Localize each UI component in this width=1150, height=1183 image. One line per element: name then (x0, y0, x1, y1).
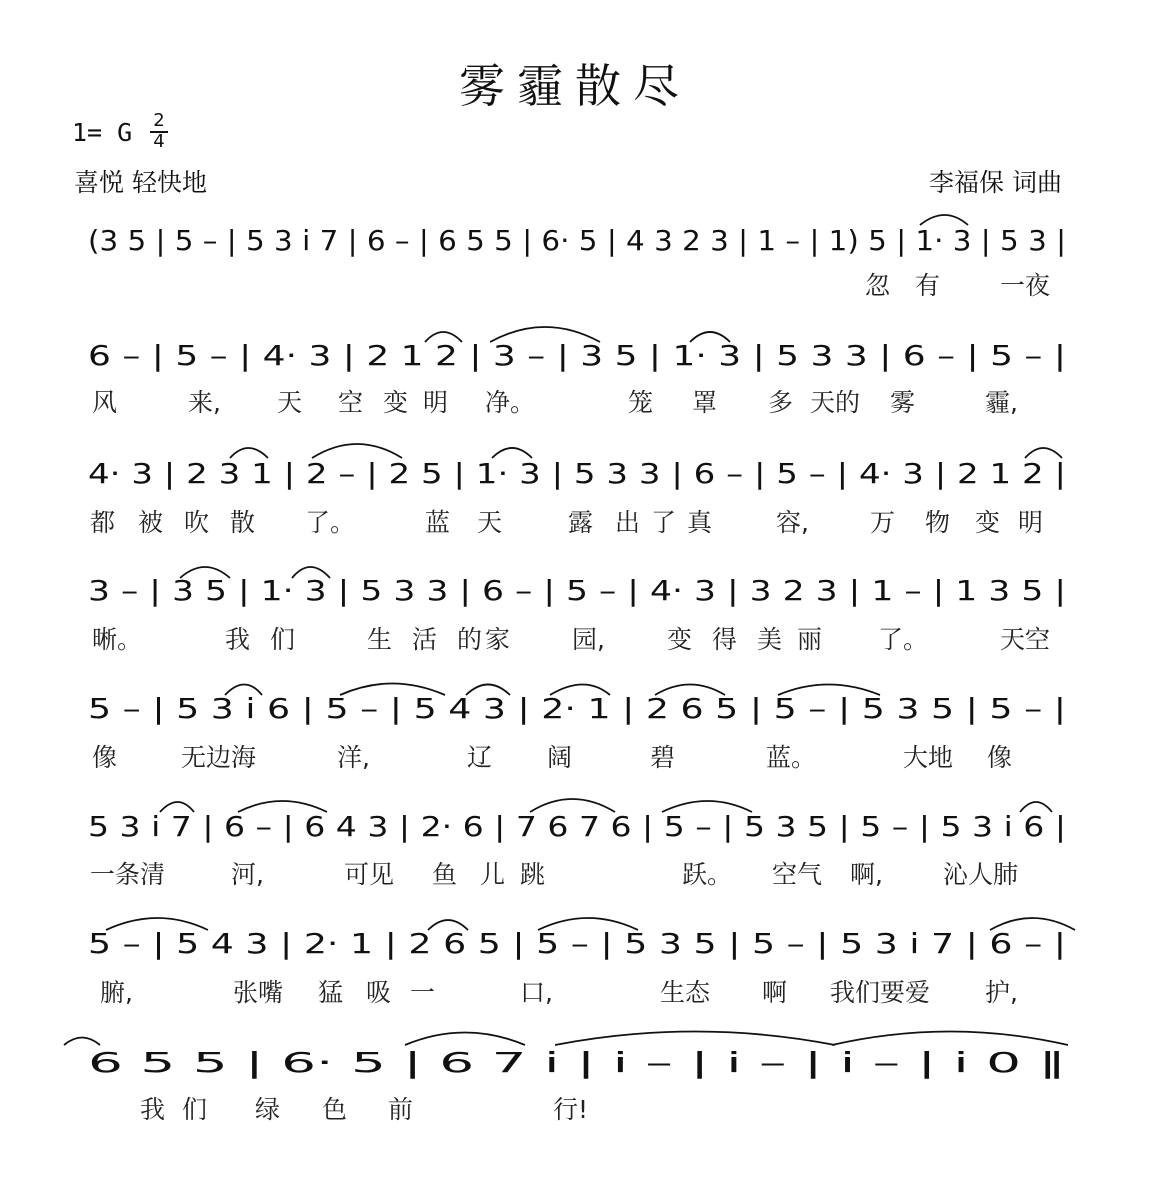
lyric-5-6: 碧 (650, 743, 676, 772)
notation-line-7: 5 – | 5 4 3 | 2· 1 | 2 6 5 | 5 – | 5 3 5 | 5 – | 5 3 i 7 | 6 – | (88, 927, 1066, 960)
key-signature: 1= G (72, 118, 133, 147)
lyric-8-1: 我 (140, 1095, 166, 1124)
author-credit: 李福保 词曲 (929, 168, 1062, 197)
lyric-4-5: 活 (412, 625, 438, 654)
lyric-7-9: 我们要爱 (830, 978, 931, 1007)
lyric-3-15: 变 (975, 508, 1001, 537)
lyric-6-1: 一条清 (90, 860, 166, 889)
lyric-7-8: 啊 (762, 978, 788, 1007)
lyric-6-2: 河, (231, 860, 264, 889)
lyric-7-5: 一 (410, 978, 436, 1007)
lyric-5-3: 洋, (337, 743, 370, 772)
lyric-5-8: 大地 (903, 743, 954, 772)
lyric-6-7: 跃。 (682, 860, 733, 889)
notation-line-2: 6 – | 5 – | 4· 3 | 2 1 2 | 3 – | 3 5 | 1· 3 | 5 3 3 | 6 – | 5 – | (88, 339, 1066, 372)
lyric-3-9: 出 (615, 508, 641, 537)
lyric-7-2: 张嘴 (233, 978, 284, 1007)
lyric-7-10: 护, (985, 978, 1018, 1007)
lyric-1-3: 一夜 (1000, 271, 1051, 300)
lyric-3-16: 明 (1018, 508, 1044, 537)
notation-line-6: 5 3 i 7 | 6 – | 6 4 3 | 2· 6 | 7 6 7 6 | 5 – | 5 3 5 | 5 – | 5 3 i 6 | (88, 810, 1066, 843)
lyric-4-8: 园, (572, 625, 605, 654)
lyric-2-1: 风 (92, 388, 118, 417)
lyric-2-6: 明 (423, 388, 449, 417)
lyric-7-1: 腑, (100, 978, 133, 1007)
lyric-3-7: 天 (477, 508, 503, 537)
lyric-3-11: 真 (687, 508, 713, 537)
lyric-4-13: 了。 (878, 625, 929, 654)
lyric-4-3: 们 (270, 625, 296, 654)
lyric-6-9: 啊, (850, 860, 883, 889)
lyric-2-13: 霾, (985, 388, 1018, 417)
lyric-1-2: 有 (915, 271, 941, 300)
lyric-3-12: 容, (776, 508, 809, 537)
lyric-3-13: 万 (870, 508, 896, 537)
lyric-8-5: 前 (388, 1095, 414, 1124)
lyric-6-4: 鱼 (432, 860, 458, 889)
meter-top: 2 (153, 110, 165, 131)
lyric-3-5: 了。 (305, 508, 356, 537)
lyric-3-14: 物 (925, 508, 951, 537)
lyric-5-2: 无边海 (181, 743, 257, 772)
lyric-2-10: 多 (768, 388, 794, 417)
song-title: 雾霾散尽 (459, 59, 691, 113)
lyric-5-5: 阔 (547, 743, 573, 772)
lyric-4-2: 我 (225, 625, 251, 654)
lyric-4-7: 家 (485, 625, 511, 654)
lyric-6-8: 空气 (772, 860, 823, 889)
lyric-3-10: 了 (651, 508, 677, 537)
lyric-5-4: 辽 (467, 743, 493, 772)
lyric-3-8: 露 (568, 508, 594, 537)
lyric-8-3: 绿 (255, 1095, 281, 1124)
lyric-6-3: 可见 (344, 860, 395, 889)
lyric-2-5: 变 (383, 388, 409, 417)
lyric-2-4: 空 (338, 388, 364, 417)
tempo-marking: 喜悦 轻快地 (74, 168, 207, 197)
lyric-7-7: 生态 (660, 978, 711, 1007)
lyric-3-1: 都 (90, 508, 116, 537)
lyric-4-12: 丽 (797, 625, 823, 654)
lyric-2-8: 笼 (628, 388, 654, 417)
lyric-7-4: 吸 (366, 978, 392, 1007)
notation-line-5: 5 – | 5 3 i 6 | 5 – | 5 4 3 | 2· 1 | 2 6 5 | 5 – | 5 3 5 | 5 – | (88, 692, 1066, 725)
lyric-2-3: 天 (277, 388, 303, 417)
lyric-6-5: 儿 (480, 860, 506, 889)
lyric-4-14: 天空 (1000, 625, 1051, 654)
lyric-4-4: 生 (367, 625, 393, 654)
lyric-6-10: 沁人肺 (943, 860, 1019, 889)
lyric-3-3: 吹 (184, 508, 210, 537)
lyric-8-6: 行! (553, 1095, 589, 1124)
lyric-4-9: 变 (667, 625, 693, 654)
lyric-2-9: 罩 (692, 388, 718, 417)
staff-lines (88, 224, 1066, 1124)
lyric-4-1: 晰。 (92, 625, 143, 654)
notation-line-1: (3 5 | 5 – | 5 3 i 7 | 6 – | 6 5 5 | 6· 5 | 4 3 2 3 | 1 – | 1) 5 | 1· 3 | 5 3 | (88, 224, 1066, 257)
lyric-2-2: 来, (188, 388, 221, 417)
meter-bottom: 4 (153, 131, 165, 152)
lyric-3-6: 蓝 (425, 508, 451, 537)
lyric-8-2: 们 (182, 1095, 208, 1124)
lyric-4-6: 的 (457, 625, 483, 654)
lyric-5-1: 像 (92, 743, 118, 772)
lyric-2-11: 天的 (810, 388, 861, 417)
lyric-4-11: 美 (757, 625, 783, 654)
notation-line-8: 6 5 5 | 6· 5 | 6 7 i | i – | i – | i – | i 0 ‖ (88, 1046, 1066, 1079)
lyric-3-4: 散 (230, 508, 256, 537)
lyric-7-6: 口, (520, 978, 553, 1007)
lyric-2-12: 雾 (890, 388, 916, 417)
lyric-4-10: 得 (712, 625, 738, 654)
notation-line-4: 3 – | 3 5 | 1· 3 | 5 3 3 | 6 – | 5 – | 4· 3 | 3 2 3 | 1 – | 1 3 5 | (88, 574, 1066, 607)
notation-line-3: 4· 3 | 2 3 1 | 2 – | 2 5 | 1· 3 | 5 3 3 | 6 – | 5 – | 4· 3 | 2 1 2 | (88, 457, 1066, 490)
lyric-5-7: 蓝。 (766, 743, 817, 772)
lyric-2-7: 净。 (485, 388, 536, 417)
lyric-6-6: 跳 (520, 860, 546, 889)
lyric-8-4: 色 (322, 1095, 348, 1124)
lyric-5-9: 像 (987, 743, 1013, 772)
lyric-3-2: 被 (138, 508, 164, 537)
lyric-1-1: 忽 (865, 271, 891, 300)
lyric-7-3: 猛 (318, 978, 344, 1007)
